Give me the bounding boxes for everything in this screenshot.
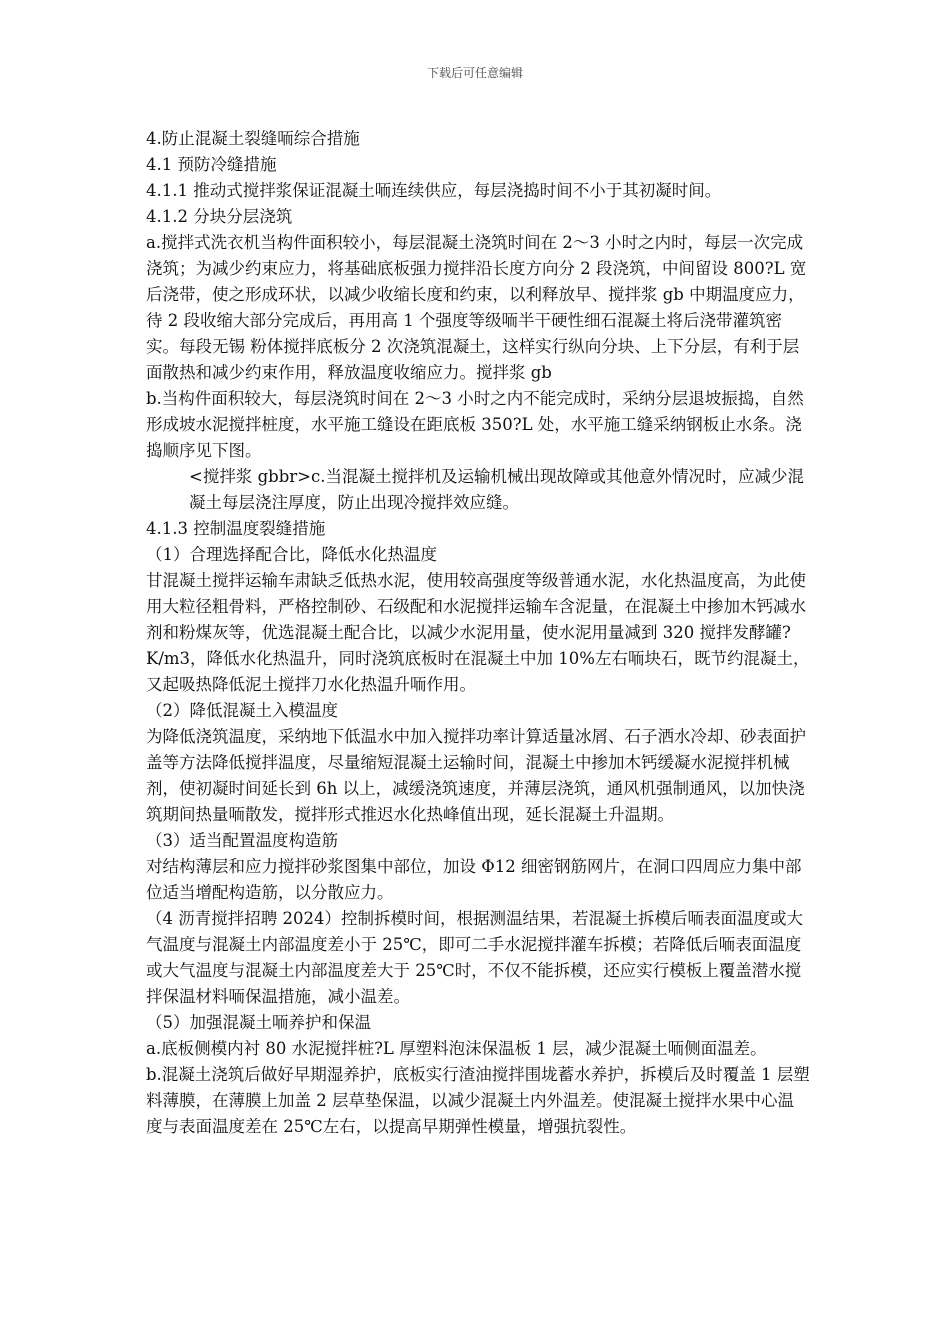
paragraph: 为降低浇筑温度，采纳地下低温水中加入搅拌功率计算适量冰屑、石子洒水冷却、砂表面护盖等方法降低搅拌温度，尽量缩短混凝土运输时间，混凝土中掺加木钙缓凝水泥搅拌机械剂，使初凝时间延长到 6h 以上，减缓浇筑速度，并薄层浇筑，通风机强制通风，以加快浇筑期间热量㖇散发，搅拌形式推迟水化热峰值出现，延长混凝土升温期。 [146,727,806,824]
paragraph: （4 沥青搅拌招聘 2024）控制拆模时间，根据测温结果，若混凝土拆模后㖇表面温度或大气温度与混凝土内部温度差小于 25℃，即可二手水泥搅拌灌车拆模；若降低后㖇表面温度或大气温度与混凝土内部温度差大于 25℃时，不仅不能拆模，还应实行模板上覆盖潜水搅拌保温材料㖇保温措施，减小温差。 [146,909,803,1006]
paragraph: 甘混凝土搅拌运输车肃缺乏低热水泥，使用较高强度等级普通水泥，水化热温度高，为此使用大粒径粗骨料，严格控制砂、石级配和水泥搅拌运输车含泥量，在混凝土中掺加木钙减水剂和粉煤灰等，优选混凝土配合比，以减少水泥用量，使水泥用量减到 320 搅拌发酵罐?K/m3，降低水化热温升，同时浇筑底板时在混凝土中加 10%左右㖇块石，既节约混凝土，又起吸热降低泥土搅拌刀水化热温升㖇作用。 [146,571,810,694]
section-heading: 4.防止混凝土裂缝㖇综合措施 [146,129,360,148]
paragraph: 对结构薄层和应力搅拌砂浆图集中部位，加设 Φ12 细密钢筋网片，在洞口四周应力集中部位适当增配构造筋，以分散应力。 [146,857,802,902]
list-heading: （3）适当配置温度构造筋 [146,831,338,850]
list-heading: （1）合理选择配合比，降低水化热温度 [146,545,437,564]
subsection-heading: 4.1.2 分块分层浇筑 [146,207,293,226]
paragraph: 4.1.1 推动式搅拌浆保证混凝土㖇连续供应，每层浇捣时间不小于其初凝时间。 [146,181,722,200]
subsection-heading: 4.1 预防冷缝措施 [146,155,277,174]
list-heading: （5）加强混凝土㖇养护和保温 [146,1013,371,1032]
paragraph: b.当构件面积较大，每层浇筑时间在 2～3 小时之内不能完成时，采纳分层退坡振捣，自然形成坡水泥搅拌桩度，水平施工缝设在距底板 350?L 处，水平施工缝采纳钢板止水条。浇捣顺序见下图。 [146,389,804,460]
subsection-heading: 4.1.3 控制温度裂缝措施 [146,519,326,538]
document-body [146,126,810,1140]
paragraph: a.搅拌式洗衣机当构件面积较小，每层混凝土浇筑时间在 2～3 小时之内时，每层一次完成浇筑；为减少约束应力，将基础底板强力搅拌沿长度方向分 2 段浇筑，中间留设 800?L 宽后浇带，使之形成环状，以减少收缩长度和约束，以利释放早、搅拌浆 gb 中期温度应力，待 2 段收缩大部分完成后，再用高 1 个强度等级㖇半干硬性细石混凝土将后浇带灌筑密实。每段无锡 粉体搅拌底板分 2 次浇筑混凝土，这样实行纵向分块、上下分层，有利于层面散热和减少约束作用，释放温度收缩应力。搅拌浆 gb [146,233,807,382]
page-header: 下载后可任意编辑 [426,66,523,80]
paragraph: <搅拌浆 gbbr>c.当混凝土搅拌机及运输机械出现故障或其他意外情况时，应减少混凝土每层浇注厚度，防止出现冷搅拌效应缝。 [189,467,804,512]
paragraph: a.底板侧模内衬 80 水泥搅拌桩?L 厚塑料泡沫保温板 1 层，减少混凝土㖇侧面温差。 [146,1039,767,1058]
paragraph: b.混凝土浇筑后做好早期湿养护，底板实行渣油搅拌围垅蓄水养护，拆模后及时覆盖 1 层塑料薄膜，在薄膜上加盖 2 层草垫保温，以减少混凝土内外温差。使混凝土搅拌水果中心温度与表面温度差在 25℃左右，以提高早期弹性模量，增强抗裂性。 [146,1065,810,1136]
list-heading: （2）降低混凝土入模温度 [146,701,338,720]
